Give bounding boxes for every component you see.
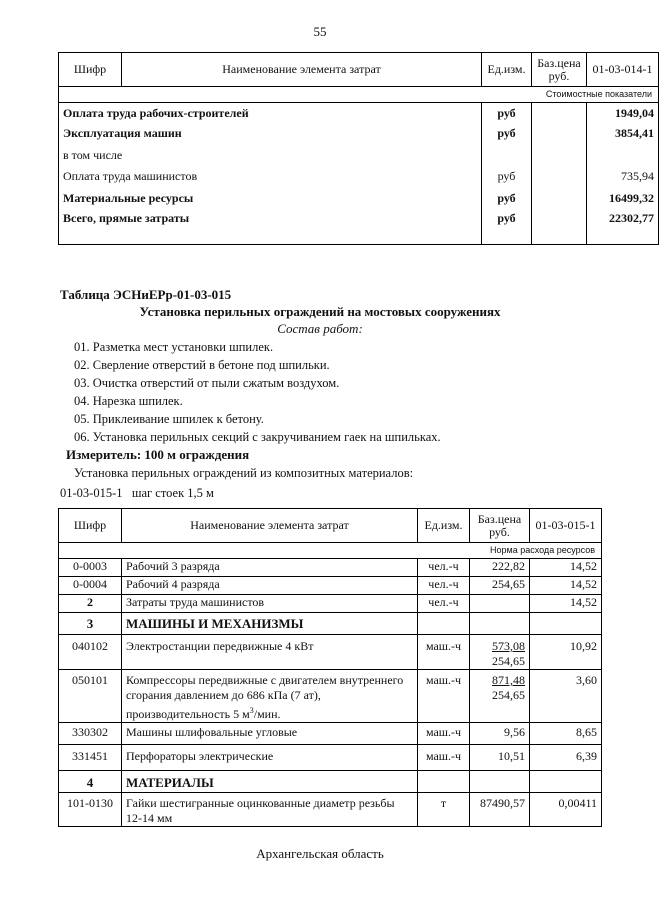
row-code: 050101 xyxy=(59,670,122,723)
row-unit: т xyxy=(418,793,470,827)
row-value: 22302,77 xyxy=(587,207,659,245)
row-price-secondary: 254,65 xyxy=(492,688,525,702)
header-column: 01-03-014-1 xyxy=(587,53,659,87)
header-base-price: Баз.цена руб. xyxy=(470,509,530,543)
row-code: 101-0130 xyxy=(59,793,122,827)
row-price: 871,48 xyxy=(492,673,525,687)
footer: Архангельская область xyxy=(256,846,384,861)
row-code: 0-0004 xyxy=(59,577,122,595)
header-code: Шифр xyxy=(59,509,122,543)
header-unit: Ед.изм. xyxy=(482,53,532,87)
row-value: 8,65 xyxy=(530,723,602,745)
row-name: Эксплуатация машин xyxy=(59,123,482,145)
works-title: Состав работ: xyxy=(277,321,363,336)
row-unit: руб xyxy=(482,123,532,145)
row-unit: маш.-ч xyxy=(418,745,470,771)
row-value: 0,00411 xyxy=(530,793,602,827)
row-price: 573,08 xyxy=(492,639,525,653)
works-list xyxy=(74,340,594,450)
row-unit: чел.-ч xyxy=(418,559,470,577)
meter: Измеритель: 100 м ограждения xyxy=(66,447,250,462)
work-item: 05. Приклеивание шпилек к бетону. xyxy=(74,412,264,426)
work-item: 06. Установка перильных секций с закручиванием гаек на шпильках. xyxy=(74,430,441,444)
row-unit: маш.-ч xyxy=(418,635,470,670)
row-name: Материальные ресурсы xyxy=(59,187,482,207)
subheader: Норма расхода ресурсов xyxy=(59,543,602,559)
row-name: Затраты труда машинистов xyxy=(122,595,418,613)
row-unit: руб xyxy=(482,165,532,187)
row-value: 3,60 xyxy=(530,670,602,723)
row-code: 330302 xyxy=(59,723,122,745)
row-name: Оплата труда рабочих-строителей xyxy=(59,103,482,123)
page-number: 55 xyxy=(313,24,327,39)
header-code: Шифр xyxy=(59,53,122,87)
row-price: 10,51 xyxy=(470,745,530,771)
row-value: 6,39 xyxy=(530,745,602,771)
row-name: Машины шлифовальные угловые xyxy=(122,723,418,745)
row-name: Гайки шестигранные оцинкованные диаметр резьбы 12-14 мм xyxy=(122,793,418,827)
table-title: Таблица ЭСНиЕРр-01-03-015 xyxy=(60,287,232,302)
work-item: 02. Сверление отверстий в бетоне под шпильки. xyxy=(74,358,330,372)
row-price: 9,56 xyxy=(470,723,530,745)
row-name: МАТЕРИАЛЫ xyxy=(122,771,418,793)
row-value: 1949,04 xyxy=(587,103,659,123)
row-value: 14,52 xyxy=(530,577,602,595)
row-unit: руб xyxy=(482,103,532,123)
work-item: 01. Разметка мест установки шпилек. xyxy=(74,340,274,354)
section-heading: Установка перильных ограждений на мостовых сооружениях xyxy=(139,304,501,319)
row-unit: чел.-ч xyxy=(418,595,470,613)
row-price: 254,65 xyxy=(470,577,530,595)
row-value: 3854,41 xyxy=(587,123,659,145)
row-name: МАШИНЫ И МЕХАНИЗМЫ xyxy=(122,613,418,635)
header-name: Наименование элемента затрат xyxy=(122,53,482,87)
row-code: 4 xyxy=(59,771,122,793)
row-name: Оплата труда машинистов xyxy=(59,165,482,187)
row-code: 2 xyxy=(59,595,122,613)
row-value: 14,52 xyxy=(530,559,602,577)
row-name: Электростанции передвижные 4 кВт xyxy=(122,635,418,670)
row-value: 735,94 xyxy=(587,165,659,187)
code-line: 01-03-015-1 шаг стоек 1,5 м xyxy=(60,486,214,500)
resource-table xyxy=(58,508,602,827)
header-name: Наименование элемента затрат xyxy=(122,509,418,543)
row-price: 87490,57 xyxy=(470,793,530,827)
row-code: 3 xyxy=(59,613,122,635)
row-unit: чел.-ч xyxy=(418,577,470,595)
header-base-price: Баз.цена руб. xyxy=(532,53,587,87)
row-name: в том числе xyxy=(59,145,482,165)
row-price-secondary: 254,65 xyxy=(492,654,525,668)
row-code: 0-0003 xyxy=(59,559,122,577)
work-item: 04. Нарезка шпилек. xyxy=(74,394,183,408)
row-unit: маш.-ч xyxy=(418,670,470,723)
row-value: 10,92 xyxy=(530,635,602,670)
row-name-text: Компрессоры передвижные с двигателем внутреннего сгорания давлением до 686 кПа (7 ат), производительность 5 $м^3$/мин. xyxy=(126,673,404,721)
work-item: 03. Очистка отверстий от пыли сжатым воздухом. xyxy=(74,376,340,390)
subheader: Стоимостные показатели xyxy=(59,87,659,103)
row-unit: руб xyxy=(482,187,532,207)
row-value: 14,52 xyxy=(530,595,602,613)
row-code: 040102 xyxy=(59,635,122,670)
row-name: Рабочий 3 разряда xyxy=(122,559,418,577)
row-name xyxy=(122,670,418,723)
row-unit: маш.-ч xyxy=(418,723,470,745)
row-name: Перфораторы электрические xyxy=(122,745,418,771)
row-code: 331451 xyxy=(59,745,122,771)
header-unit: Ед.изм. xyxy=(418,509,470,543)
install-text: Установка перильных ограждений из композитных материалов: xyxy=(74,466,414,480)
row-price: 222,82 xyxy=(470,559,530,577)
row-value: 16499,32 xyxy=(587,187,659,207)
row-unit: руб xyxy=(482,207,532,245)
header-column: 01-03-015-1 xyxy=(530,509,602,543)
cost-table xyxy=(58,52,659,245)
row-name: Рабочий 4 разряда xyxy=(122,577,418,595)
row-name: Всего, прямые затраты xyxy=(59,207,482,245)
